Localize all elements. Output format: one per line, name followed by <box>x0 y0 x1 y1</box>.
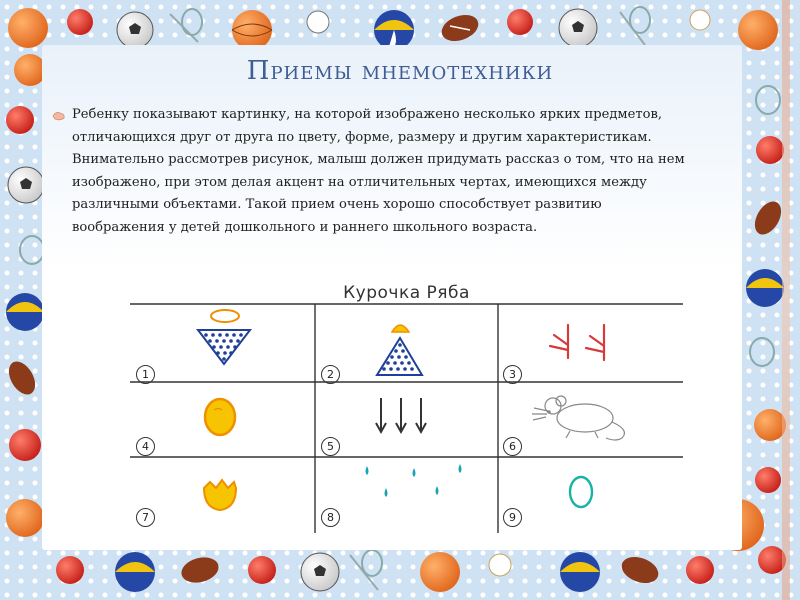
description-paragraph: Ребенку показывают картинку, на которой изображено несколько ярких предметов, отличающихся друг от друга по цвету, форме, размеру и другим характеристикам. Внимательно рассмотрев рисунок, малыш должен придумать рассказ о том, что на нем изображено, при этом делая акцент на отличительных чертах, имеющихся между различными объектами. Такой прием очень хорошо способствует развитию воображения у детей дошкольного и раннего школьного возраста. <box>72 107 685 235</box>
golden-egg-icon <box>205 399 235 435</box>
cell-number-3: 3 <box>503 365 522 384</box>
mouse-icon <box>532 396 624 440</box>
cell-number-5: 5 <box>321 437 340 456</box>
diagram-title: Курочка Ряба <box>343 283 470 303</box>
down-arrows-icon <box>376 398 426 432</box>
cell-number-8: 8 <box>321 508 340 527</box>
mnemonic-diagram <box>130 280 683 533</box>
cell-number-1: 1 <box>136 365 155 384</box>
cell-number-7: 7 <box>136 508 155 527</box>
cell-number-2: 2 <box>321 365 340 384</box>
plain-egg-icon <box>570 477 592 507</box>
right-edge-stripe <box>782 0 790 600</box>
dotted-triangle-icon <box>377 325 422 375</box>
cell-number-4: 4 <box>136 437 155 456</box>
slide-title: Приемы мнемотехники <box>246 56 554 86</box>
dotted-inverted-triangle-icon <box>198 310 250 364</box>
teardrops-icon <box>366 464 462 497</box>
bullet-icon <box>52 111 66 121</box>
diagram-grid <box>130 280 683 533</box>
cell-number-9: 9 <box>503 508 522 527</box>
bird-feet-icon <box>550 325 604 360</box>
broken-egg-icon <box>204 480 236 510</box>
cell-number-6: 6 <box>503 437 522 456</box>
